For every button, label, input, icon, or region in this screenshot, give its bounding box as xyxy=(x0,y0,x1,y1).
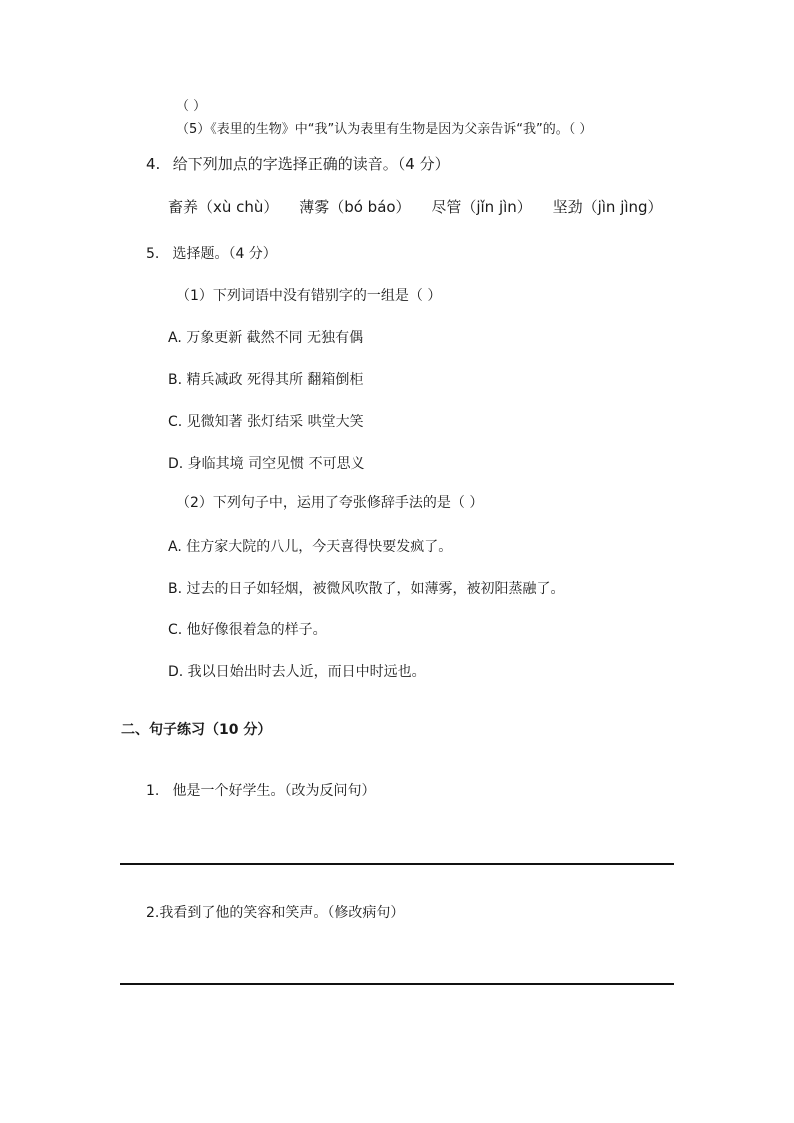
answer-line[interactable] xyxy=(120,863,674,865)
question-4-text: 给下列加点的字选择正确的读音。（4 分） xyxy=(172,155,450,173)
pinyin-option: 畜养（xù chù） xyxy=(168,198,279,216)
answer-paren-top: （ ） xyxy=(176,99,207,114)
section-2-question-1 xyxy=(146,780,375,800)
section-2-question-2: 2.我看到了他的笑容和笑声。（修改病句） xyxy=(146,905,405,921)
pinyin-option: 坚劲（jìn jìng） xyxy=(552,198,663,216)
pinyin-option: 薄雾（bó báo） xyxy=(299,198,411,216)
option-d: D. 身临其境 司空见惯 不可思义 xyxy=(168,456,365,472)
question-4 xyxy=(146,153,450,174)
option-c: C. 见微知著 张灯结采 哄堂大笑 xyxy=(168,414,364,430)
option-c: C. 他好像很着急的样子。 xyxy=(168,622,327,638)
section-2-heading: 二、句子练习（10 分） xyxy=(121,722,272,738)
option-a: A. 万象更新 截然不同 无独有偶 xyxy=(168,330,364,346)
option-a: A. 住方家大院的八儿，今天喜得快要发疯了。 xyxy=(168,539,453,555)
question-5 xyxy=(146,243,277,263)
option-b: B. 过去的日子如轻烟，被微风吹散了，如薄雾，被初阳蒸融了。 xyxy=(168,581,565,597)
question-5-text: 选择题。（4 分） xyxy=(172,246,277,262)
question-5-number: 5. xyxy=(146,246,160,262)
pinyin-options-row xyxy=(168,196,663,217)
option-b: B. 精兵减政 死得其所 翻箱倒柜 xyxy=(168,372,364,388)
option-d: D. 我以日始出时去人近，而日中时远也。 xyxy=(168,664,426,680)
answer-line[interactable] xyxy=(120,983,674,985)
question-4-number: 4. xyxy=(146,155,161,173)
section-2-question-1-text: 他是一个好学生。（改为反问句） xyxy=(172,783,376,799)
section-2-question-1-number: 1. xyxy=(146,783,160,799)
item-5-text: （5）《表里的生物》中“我”认为表里有生物是因为父亲告诉“我”的。（ ） xyxy=(176,122,593,137)
subquestion-1-prompt: （1）下列词语中没有错别字的一组是（ ） xyxy=(176,288,442,304)
pinyin-option: 尽管（jǐn jìn） xyxy=(431,198,532,216)
subquestion-2-prompt: （2）下列句子中，运用了夸张修辞手法的是（ ） xyxy=(176,495,484,511)
